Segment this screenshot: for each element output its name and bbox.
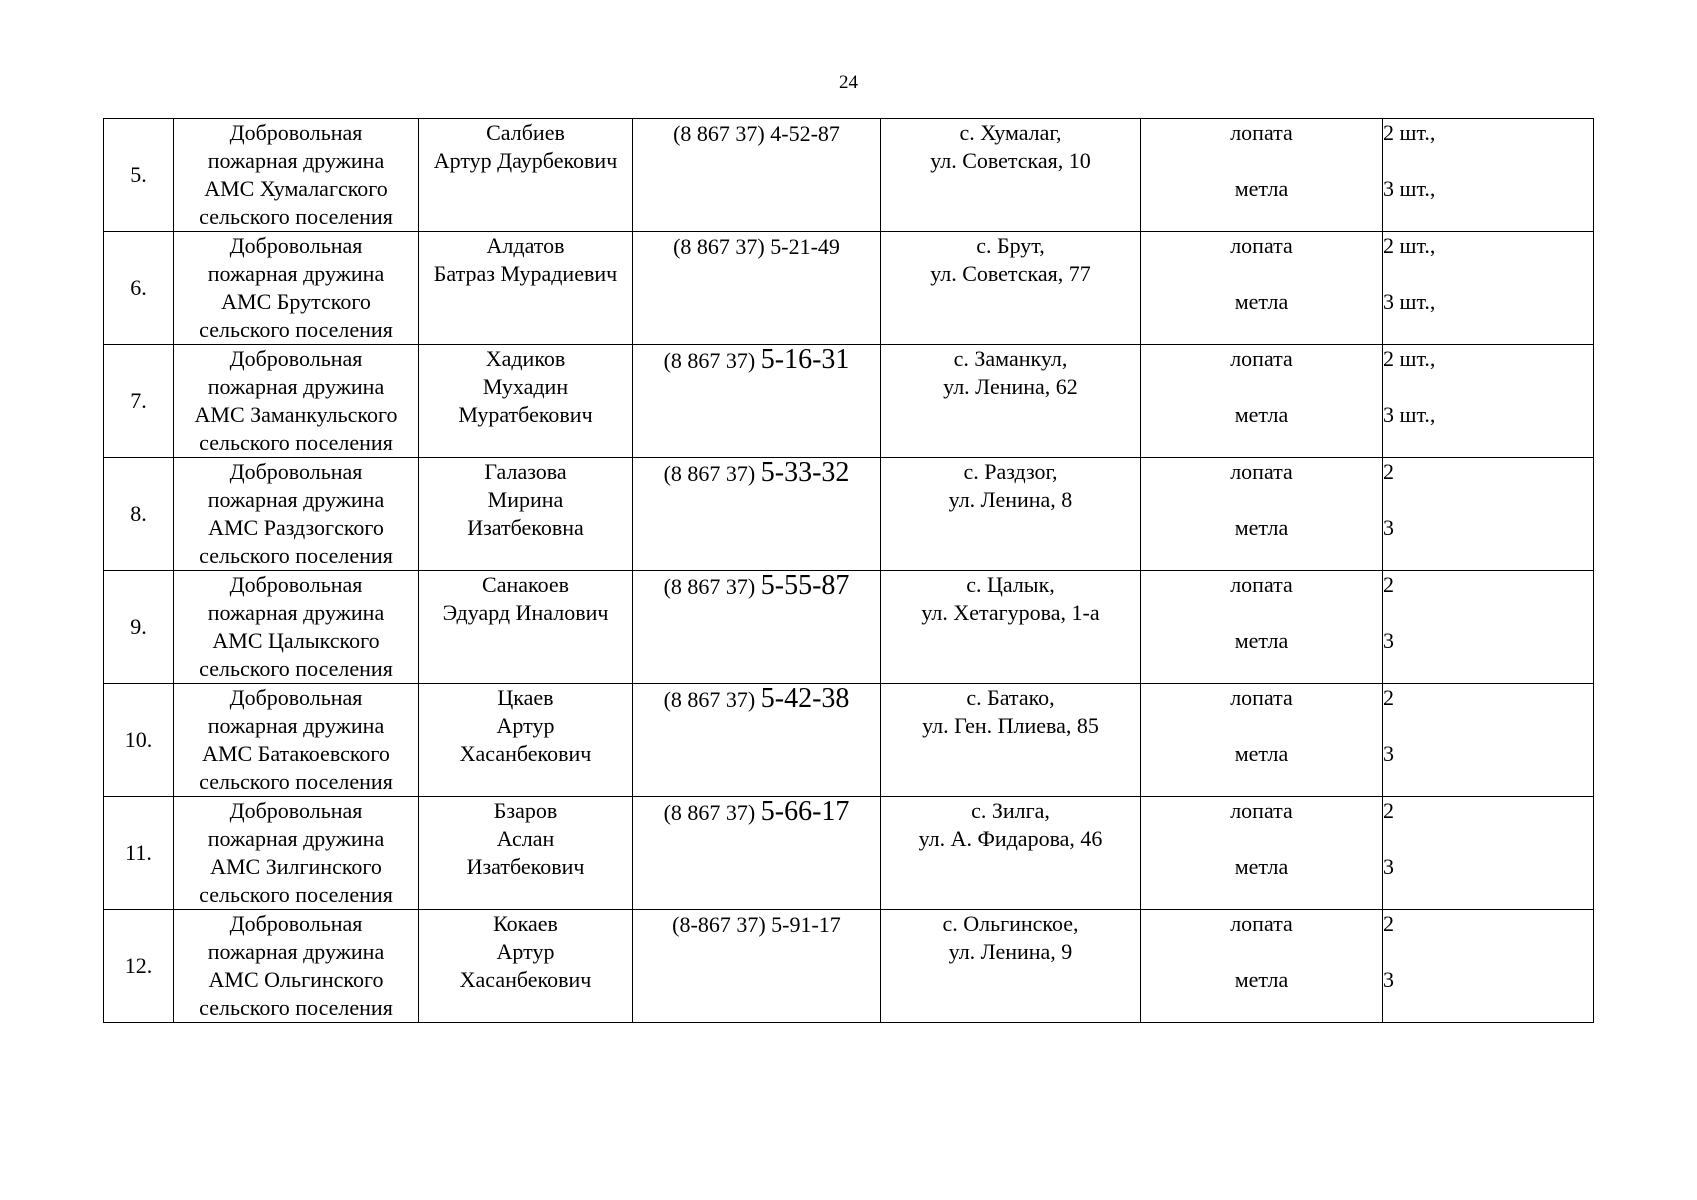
equipment-cell <box>1141 797 1383 910</box>
phone-number: 5-33-32 <box>760 457 850 488</box>
address-line: ул. Советская, 10 <box>930 148 1091 173</box>
quantity-item: 2 <box>1383 459 1394 484</box>
quantity-cell <box>1383 119 1594 232</box>
organization-line: АМС Брутского <box>221 289 371 314</box>
person-name-line: Хасанбекович <box>459 967 592 992</box>
organization-line: сельского поселения <box>199 204 393 229</box>
person-name-line: Салбиев <box>486 120 565 145</box>
organization-line: сельского поселения <box>199 995 393 1020</box>
address-cell <box>881 119 1141 232</box>
organization-cell <box>174 571 419 684</box>
organization-cell <box>174 345 419 458</box>
responsible-person-cell <box>419 797 633 910</box>
equipment-item: лопата <box>1230 459 1293 484</box>
quantity-item: 3 <box>1383 628 1394 653</box>
equipment-cell <box>1141 571 1383 684</box>
phone-area-code: (8 867 37) <box>663 687 756 712</box>
equipment-item: метла <box>1234 741 1289 766</box>
quantity-cell <box>1383 458 1594 571</box>
address-line: с. Брут, <box>976 233 1045 258</box>
organization-line: АМС Раздзогского <box>208 515 384 540</box>
quantity-item: 2 <box>1383 685 1394 710</box>
equipment-item: метла <box>1234 967 1289 992</box>
row-number-cell <box>104 119 174 232</box>
table-row <box>104 684 1594 797</box>
row-number: 7. <box>130 388 147 413</box>
organization-line: пожарная дружина <box>207 600 385 625</box>
table-row <box>104 232 1594 345</box>
address-line: ул. Ленина, 9 <box>948 939 1073 964</box>
person-name-line: Аслан <box>496 826 555 851</box>
equipment-item: метла <box>1234 854 1289 879</box>
responsible-person-cell <box>419 458 633 571</box>
person-name-line: Муратбекович <box>458 402 593 427</box>
equipment-item: лопата <box>1230 346 1293 371</box>
equipment-item: метла <box>1234 176 1289 201</box>
address-line: ул. Ленина, 62 <box>943 374 1078 399</box>
address-cell <box>881 345 1141 458</box>
organization-cell <box>174 458 419 571</box>
equipment-item: лопата <box>1230 798 1293 823</box>
organization-line: Добровольная <box>229 798 363 823</box>
row-number-cell <box>104 571 174 684</box>
fire-brigade-table <box>103 118 1594 1023</box>
phone-number: 5-66-17 <box>760 796 850 827</box>
quantity-item: 3 <box>1383 515 1394 540</box>
phone-area-code: (8 867 37) <box>673 234 765 259</box>
organization-line: Добровольная <box>229 346 363 371</box>
organization-line: пожарная дружина <box>207 487 385 512</box>
organization-line: АМС Батакоевского <box>202 741 390 766</box>
quantity-item: 3 <box>1383 854 1394 879</box>
row-number: 6. <box>130 275 147 300</box>
row-number: 9. <box>130 614 147 639</box>
row-number: 12. <box>124 953 153 978</box>
equipment-cell <box>1141 910 1383 1023</box>
address-line: ул. Ленина, 8 <box>948 487 1073 512</box>
organization-line: Добровольная <box>229 911 363 936</box>
row-number-cell <box>104 345 174 458</box>
phone-number: 5-55-87 <box>760 570 850 601</box>
page-number: 24 <box>839 72 858 93</box>
equipment-cell <box>1141 684 1383 797</box>
phone-number: 5-21-49 <box>770 234 840 259</box>
person-name-line: Мухадин <box>482 374 569 399</box>
table-row <box>104 345 1594 458</box>
phone-number: 4-52-87 <box>770 121 840 146</box>
organization-line: Добровольная <box>229 459 363 484</box>
quantity-cell <box>1383 684 1594 797</box>
row-number: 5. <box>130 162 147 187</box>
phone-area-code: (8-867 37) <box>672 912 766 937</box>
organization-line: АМС Заманкульского <box>194 402 398 427</box>
organization-cell <box>174 232 419 345</box>
equipment-item: лопата <box>1230 233 1293 258</box>
organization-line: пожарная дружина <box>207 713 385 738</box>
table-row <box>104 458 1594 571</box>
quantity-item: 2 шт., <box>1383 233 1436 258</box>
quantity-item: 2 шт., <box>1383 346 1436 371</box>
organization-line: сельского поселения <box>199 769 393 794</box>
address-line: ул. Советская, 77 <box>930 261 1091 286</box>
address-cell <box>881 458 1141 571</box>
table-row <box>104 910 1594 1023</box>
phone-cell <box>633 232 881 345</box>
responsible-person-cell <box>419 910 633 1023</box>
person-name-line: Мирина <box>487 487 564 512</box>
organization-line: Добровольная <box>229 685 363 710</box>
row-number: 10. <box>124 727 153 752</box>
phone-cell <box>633 119 881 232</box>
table-body <box>104 119 1594 1023</box>
address-line: с. Батако, <box>966 685 1055 710</box>
row-number: 8. <box>130 501 147 526</box>
quantity-cell <box>1383 797 1594 910</box>
equipment-cell <box>1141 119 1383 232</box>
responsible-person-cell <box>419 232 633 345</box>
phone-cell <box>633 345 881 458</box>
address-cell <box>881 797 1141 910</box>
row-number-cell <box>104 797 174 910</box>
address-line: с. Цалык, <box>966 572 1055 597</box>
organization-line: АМС Ольгинского <box>208 967 384 992</box>
responsible-person-cell <box>419 345 633 458</box>
organization-line: АМС Цалыкского <box>212 628 380 653</box>
quantity-cell <box>1383 571 1594 684</box>
organization-line: Добровольная <box>229 120 363 145</box>
person-name-line: Артур <box>496 939 555 964</box>
phone-number: 5-91-17 <box>771 912 841 937</box>
quantity-item: 2 шт., <box>1383 120 1436 145</box>
organization-line: Добровольная <box>229 233 363 258</box>
address-line: с. Зилга, <box>971 798 1050 823</box>
person-name-line: Эдуард Иналович <box>442 600 609 625</box>
table-row <box>104 571 1594 684</box>
organization-line: сельского поселения <box>199 317 393 342</box>
organization-line: пожарная дружина <box>207 148 385 173</box>
address-line: с. Заманкул, <box>953 346 1068 371</box>
organization-line: АМС Зилгинского <box>210 854 382 879</box>
organization-cell <box>174 797 419 910</box>
quantity-item: 2 <box>1383 798 1394 823</box>
address-line: с. Раздзог, <box>963 459 1058 484</box>
equipment-item: лопата <box>1230 911 1293 936</box>
responsible-person-cell <box>419 571 633 684</box>
quantity-item: 2 <box>1383 572 1394 597</box>
person-name-line: Хасанбекович <box>459 741 592 766</box>
quantity-cell <box>1383 910 1594 1023</box>
organization-line: пожарная дружина <box>207 261 385 286</box>
equipment-cell <box>1141 232 1383 345</box>
phone-cell <box>633 910 881 1023</box>
address-cell <box>881 910 1141 1023</box>
organization-line: сельского поселения <box>199 656 393 681</box>
phone-area-code: (8 867 37) <box>663 348 756 373</box>
phone-cell <box>633 571 881 684</box>
person-name-line: Галазова <box>484 459 567 484</box>
row-number: 11. <box>125 840 152 865</box>
responsible-person-cell <box>419 119 633 232</box>
equipment-item: метла <box>1234 515 1289 540</box>
responsible-person-cell <box>419 684 633 797</box>
person-name-line: Изатбековна <box>467 515 584 540</box>
person-name-line: Алдатов <box>486 233 565 258</box>
organization-cell <box>174 684 419 797</box>
organization-line: АМС Хумалагского <box>204 176 388 201</box>
person-name-line: Батраз Мурадиевич <box>433 261 618 286</box>
address-line: с. Хумалаг, <box>959 120 1062 145</box>
organization-line: Добровольная <box>229 572 363 597</box>
address-cell <box>881 684 1141 797</box>
organization-line: сельского поселения <box>199 882 393 907</box>
person-name-line: Хадиков <box>485 346 566 371</box>
equipment-cell <box>1141 345 1383 458</box>
organization-line: пожарная дружина <box>207 826 385 851</box>
organization-line: пожарная дружина <box>207 939 385 964</box>
address-line: ул. Ген. Плиева, 85 <box>922 713 1099 738</box>
quantity-item: 3 шт., <box>1383 289 1436 314</box>
equipment-item: лопата <box>1230 120 1293 145</box>
address-cell <box>881 571 1141 684</box>
phone-cell <box>633 797 881 910</box>
phone-cell <box>633 684 881 797</box>
equipment-item: метла <box>1234 289 1289 314</box>
quantity-item: 3 <box>1383 741 1394 766</box>
organization-line: сельского поселения <box>199 543 393 568</box>
equipment-item: лопата <box>1230 685 1293 710</box>
organization-line: сельского поселения <box>199 430 393 455</box>
phone-area-code: (8 867 37) <box>663 574 756 599</box>
table-row <box>104 797 1594 910</box>
person-name-line: Бзаров <box>493 798 558 823</box>
row-number-cell <box>104 910 174 1023</box>
person-name-line: Кокаев <box>493 911 558 936</box>
organization-cell <box>174 910 419 1023</box>
equipment-item: метла <box>1234 628 1289 653</box>
address-line: с. Ольгинское, <box>942 911 1079 936</box>
phone-area-code: (8 867 37) <box>663 461 756 486</box>
phone-area-code: (8 867 37) <box>663 800 756 825</box>
organization-cell <box>174 119 419 232</box>
phone-cell <box>633 458 881 571</box>
person-name-line: Цкаев <box>497 685 554 710</box>
table-row <box>104 119 1594 232</box>
address-cell <box>881 232 1141 345</box>
phone-number: 5-16-31 <box>760 344 850 375</box>
phone-number: 5-42-38 <box>760 683 850 714</box>
person-name-line: Изатбекович <box>466 854 585 879</box>
quantity-cell <box>1383 232 1594 345</box>
quantity-cell <box>1383 345 1594 458</box>
equipment-item: метла <box>1234 402 1289 427</box>
organization-line: пожарная дружина <box>207 374 385 399</box>
phone-area-code: (8 867 37) <box>673 121 765 146</box>
row-number-cell <box>104 232 174 345</box>
person-name-line: Санакоев <box>482 572 569 597</box>
row-number-cell <box>104 684 174 797</box>
quantity-item: 3 <box>1383 967 1394 992</box>
address-line: ул. Хетагурова, 1-а <box>921 600 1100 625</box>
person-name-line: Артур Даурбекович <box>433 148 618 173</box>
quantity-item: 2 <box>1383 911 1394 936</box>
equipment-item: лопата <box>1230 572 1293 597</box>
address-line: ул. А. Фидарова, 46 <box>918 826 1103 851</box>
equipment-cell <box>1141 458 1383 571</box>
quantity-item: 3 шт., <box>1383 402 1436 427</box>
person-name-line: Артур <box>496 713 555 738</box>
row-number-cell <box>104 458 174 571</box>
quantity-item: 3 шт., <box>1383 176 1436 201</box>
